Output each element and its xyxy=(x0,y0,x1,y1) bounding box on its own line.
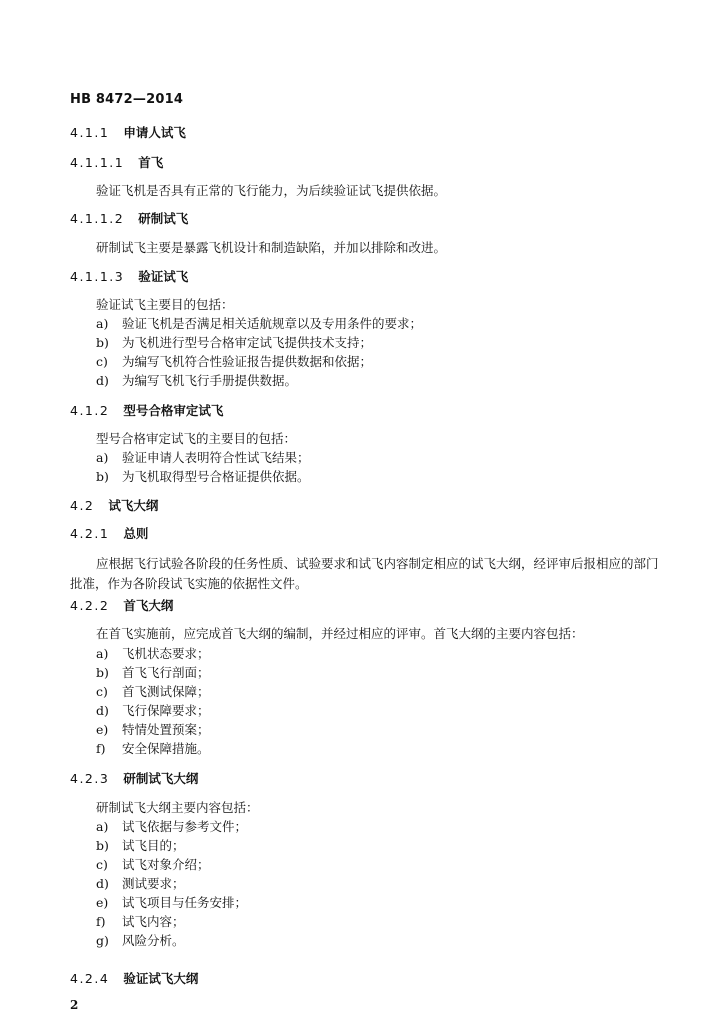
list-marker: b) xyxy=(96,469,109,484)
list-item xyxy=(96,354,678,370)
list-marker: f) xyxy=(96,914,106,929)
section-number: 4.1.1.3 xyxy=(70,269,125,284)
list-item-text: 飞行保障要求； xyxy=(122,703,210,718)
list-item-text: 安全保障措施。 xyxy=(122,741,210,756)
paragraph: 应根据飞行试验各阶段的任务性质、试验要求和试飞内容制定相应的试飞大纲，经评审后报相应的部门批准，作为各阶段试飞实施的依据性文件。 xyxy=(70,556,659,591)
list-marker: e) xyxy=(96,895,109,910)
section-number: 4.2.4 xyxy=(70,971,110,986)
section-number: 4.1.1.1 xyxy=(70,155,125,170)
section-number: 4.1.1.2 xyxy=(70,211,125,226)
list-item-text: 风险分析。 xyxy=(122,933,185,948)
list-marker: g) xyxy=(96,933,109,948)
list-marker: d) xyxy=(96,703,109,718)
section-title: 申请人试飞 xyxy=(123,125,186,140)
list-item xyxy=(96,722,678,738)
list-item xyxy=(96,857,678,873)
list-item-text: 为飞机取得型号合格证提供依据。 xyxy=(122,469,310,484)
list-marker: a) xyxy=(96,646,109,661)
list-item-text: 为编写飞机飞行手册提供数据。 xyxy=(122,373,298,388)
list-item-text: 验证申请人表明符合性试飞结果； xyxy=(122,450,310,465)
paragraph: 型号合格审定试飞的主要目的包括： xyxy=(96,431,297,446)
section-title: 验证试飞大纲 xyxy=(123,971,199,986)
section-title: 总则 xyxy=(123,526,149,541)
section-heading xyxy=(70,771,678,787)
paragraph: 研制试飞主要是暴露飞机设计和制造缺陷，并加以排除和改进。 xyxy=(96,240,447,255)
section-number: 4.2.3 xyxy=(70,771,110,786)
section-number: 4.2.2 xyxy=(70,598,110,613)
list-marker: a) xyxy=(96,316,109,331)
list-marker: b) xyxy=(96,665,109,680)
section-heading xyxy=(70,498,678,514)
section-heading xyxy=(70,155,678,171)
list-marker: a) xyxy=(96,819,109,834)
section-title: 验证试飞 xyxy=(138,269,189,284)
list-item xyxy=(96,838,678,854)
list-item xyxy=(96,876,678,892)
list-item xyxy=(96,914,678,930)
list-item xyxy=(96,895,678,911)
list-item-text: 测试要求； xyxy=(122,876,185,891)
list-item xyxy=(96,469,678,485)
list-marker: c) xyxy=(96,857,108,872)
list-item xyxy=(96,450,678,466)
list-item xyxy=(96,933,678,949)
section-number: 4.2.1 xyxy=(70,526,110,541)
list-item-text: 试飞内容； xyxy=(122,914,185,929)
list-item xyxy=(96,665,678,681)
list-item-text: 试飞对象介绍； xyxy=(122,857,210,872)
section-title: 首飞 xyxy=(138,155,164,170)
paragraph: 验证飞机是否具有正常的飞行能力，为后续验证试飞提供依据。 xyxy=(96,183,447,198)
section-heading xyxy=(70,125,678,141)
list-marker: d) xyxy=(96,373,109,388)
list-item xyxy=(96,316,678,332)
paragraph: 验证试飞主要目的包括： xyxy=(96,297,234,312)
section-heading xyxy=(70,211,678,227)
page-number: 2 xyxy=(70,998,79,1012)
section-title: 型号合格审定试飞 xyxy=(123,403,224,418)
list-marker: b) xyxy=(96,335,109,350)
section-heading xyxy=(70,971,678,987)
section-heading xyxy=(70,526,678,542)
list-item-text: 首飞飞行剖面； xyxy=(122,665,210,680)
section-title: 试飞大纲 xyxy=(108,498,159,513)
list-item-text: 试飞依据与参考文件； xyxy=(122,819,248,834)
paragraph: 在首飞实施前，应完成首飞大纲的编制，并经过相应的评审。首飞大纲的主要内容包括： xyxy=(96,626,584,641)
list-item-text: 首飞测试保障； xyxy=(122,684,210,699)
list-item xyxy=(96,684,678,700)
list-item xyxy=(96,703,678,719)
list-marker: f) xyxy=(96,741,106,756)
list-item-text: 验证飞机是否满足相关适航规章以及专用条件的要求； xyxy=(122,316,423,331)
section-number: 4.1.2 xyxy=(70,403,110,418)
list-item-text: 特情处置预案； xyxy=(122,722,210,737)
list-marker: c) xyxy=(96,684,108,699)
list-item xyxy=(96,819,678,835)
section-title: 研制试飞 xyxy=(138,211,189,226)
list-marker: e) xyxy=(96,722,109,737)
section-heading xyxy=(70,403,678,419)
list-item xyxy=(96,741,678,757)
list-item xyxy=(96,335,678,351)
paragraph: 研制试飞大纲主要内容包括： xyxy=(96,800,259,815)
list-item-text: 试飞目的； xyxy=(122,838,185,853)
section-heading xyxy=(70,269,678,285)
list-item xyxy=(96,373,678,389)
standard-header: HB 8472—2014 xyxy=(70,92,184,107)
section-title: 首飞大纲 xyxy=(123,598,174,613)
list-marker: b) xyxy=(96,838,109,853)
list-marker: c) xyxy=(96,354,108,369)
list-item-text: 试飞项目与任务安排； xyxy=(122,895,248,910)
section-number: 4.2 xyxy=(70,498,95,513)
list-item xyxy=(96,646,678,662)
section-title: 研制试飞大纲 xyxy=(123,771,199,786)
section-heading xyxy=(70,598,678,614)
section-number: 4.1.1 xyxy=(70,125,110,140)
list-marker: a) xyxy=(96,450,109,465)
list-item-text: 为飞机进行型号合格审定试飞提供技术支持； xyxy=(122,335,373,350)
list-marker: d) xyxy=(96,876,109,891)
list-item-text: 为编写飞机符合性验证报告提供数据和依据； xyxy=(122,354,373,369)
list-item-text: 飞机状态要求； xyxy=(122,646,210,661)
